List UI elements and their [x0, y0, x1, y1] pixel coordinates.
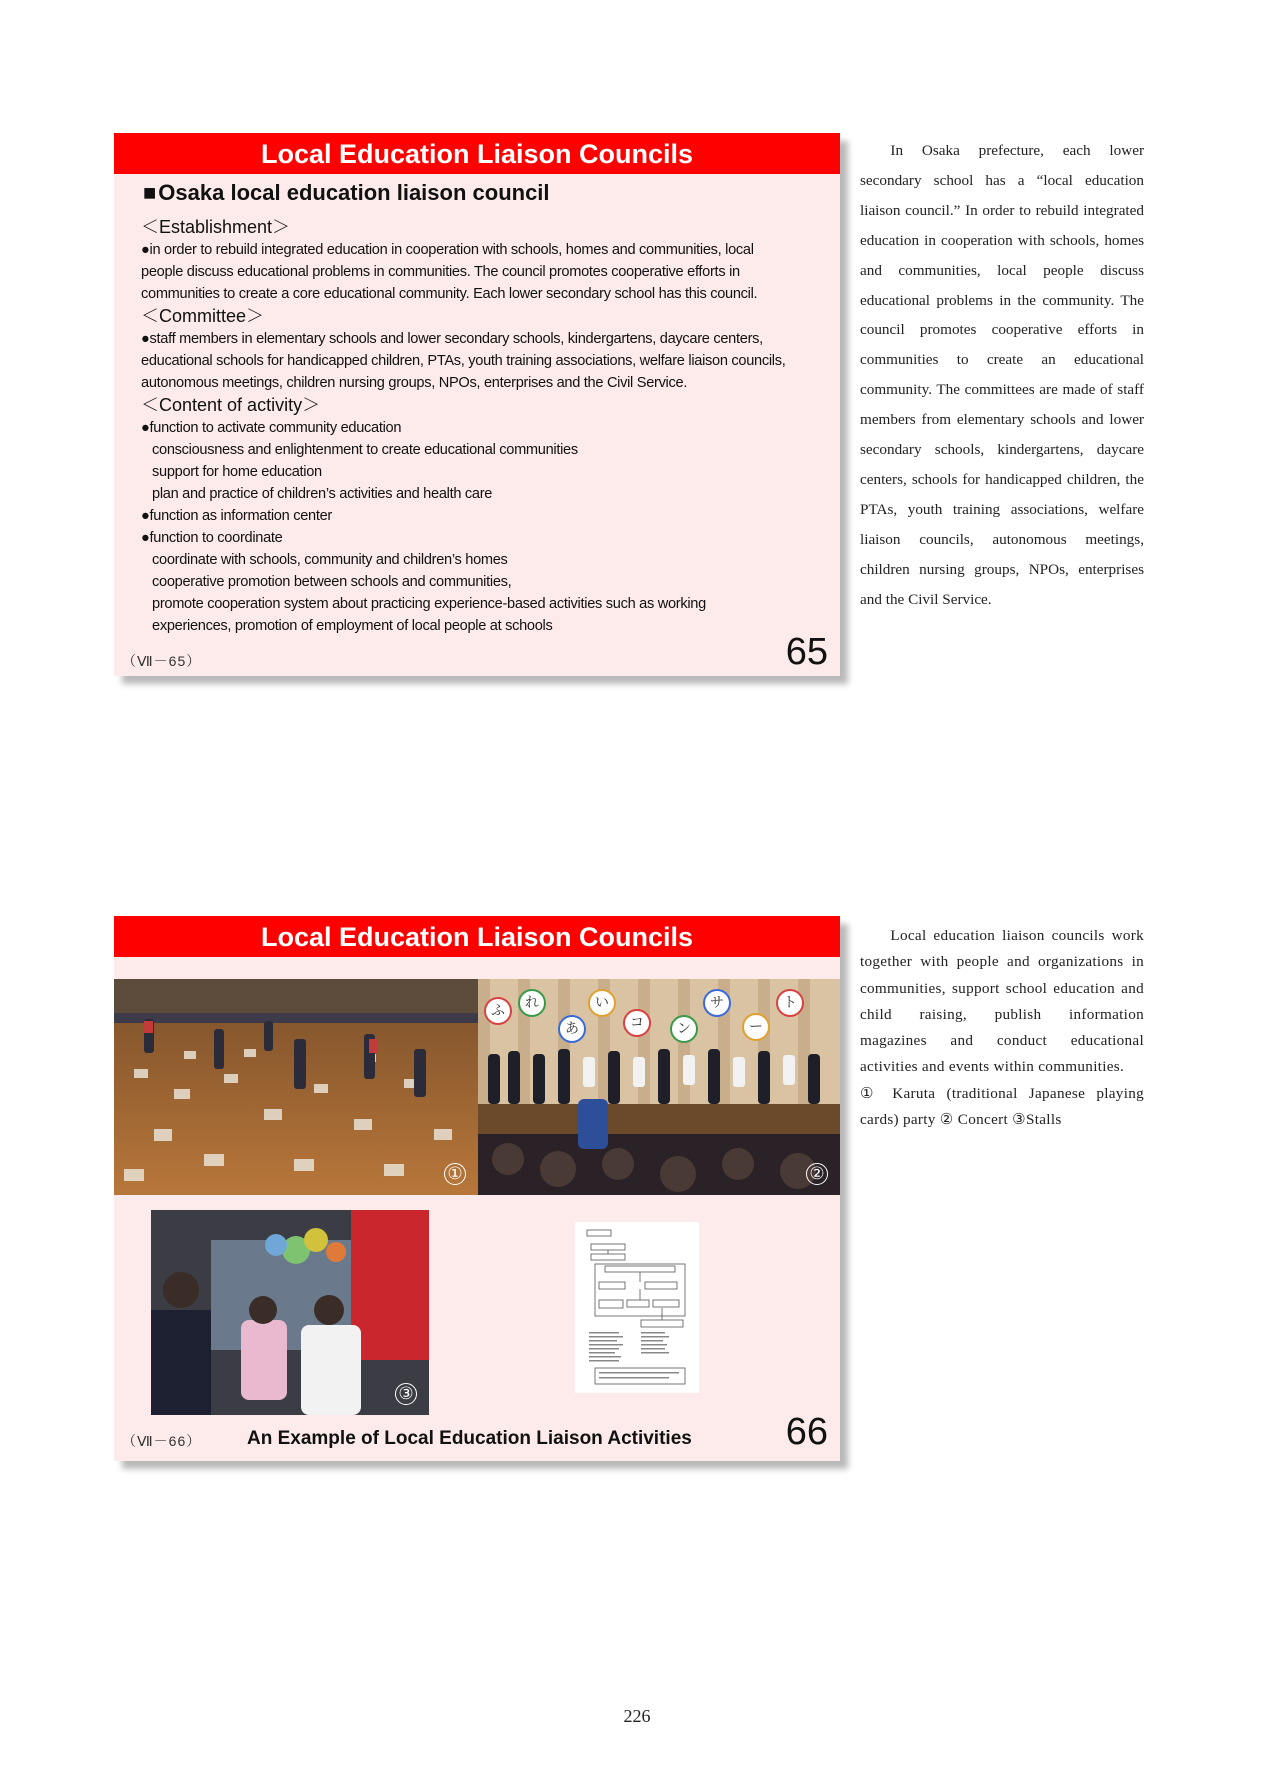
section-line: consciousness and enlightenment to create educational communities	[152, 442, 578, 458]
section-line: ●staff members in elementary schools and lower secondary schools, kindergartens, daycare centers,	[141, 331, 763, 347]
slide-number: 66	[785, 1411, 828, 1453]
photo-number-badge: ③	[395, 1383, 417, 1405]
slide-banner-title: Local Education Liaison Councils	[114, 916, 840, 957]
section-line: coordinate with schools, community and children’s homes	[152, 552, 508, 568]
square-bullet-icon: ■	[143, 180, 157, 205]
section-line: ●function to coordinate	[141, 530, 283, 546]
section-line: support for home education	[152, 464, 322, 480]
stalls-image	[151, 1210, 429, 1415]
banner-letter-circle: い	[588, 989, 616, 1017]
slide-66	[114, 916, 840, 1461]
banner-letter-circle: コ	[623, 1009, 651, 1037]
section-line: people discuss educational problems in communities. The council promotes cooperative efforts in	[141, 264, 740, 280]
banner-letter-circle: ト	[776, 989, 804, 1017]
section-line: ●in order to rebuild integrated education in cooperation with schools, homes and communities, local	[141, 242, 754, 258]
section-line: autonomous meetings, children nursing groups, NPOs, enterprises and the Civil Service.	[141, 375, 688, 391]
organization-chart-thumbnail	[575, 1222, 699, 1393]
section-title: ＜Committee＞	[141, 306, 265, 326]
slide-banner-title: Local Education Liaison Councils	[114, 133, 840, 174]
commentary-66-photo-captions: ① Karuta (traditional Japanese playing cards) party ② Concert ③Stalls	[860, 1084, 1144, 1129]
council-heading-text: Osaka local education liaison council	[158, 180, 550, 205]
section-line: cooperative promotion between schools and communities,	[152, 574, 512, 590]
section-title: ＜Content of activity＞	[141, 395, 321, 415]
photo-number-badge: ①	[444, 1163, 466, 1185]
slide-number: 65	[785, 631, 828, 673]
section-line: ●function as information center	[141, 508, 332, 524]
banner-letter-circle: ー	[742, 1013, 770, 1041]
slide-reference: （Ⅶ－65）	[122, 653, 202, 669]
slide-caption: An Example of Local Education Liaison Activities	[247, 1428, 692, 1449]
banner-letter-circle: あ	[558, 1015, 586, 1043]
karuta-party-photo	[114, 979, 478, 1195]
stalls-photo	[151, 1210, 429, 1415]
banner-letter-circle: ふ	[484, 997, 512, 1025]
commentary-65-text: In Osaka prefecture, each lower secondary school has a “local education liaison council.” In order to rebuild integrated education in cooperation with schools, homes and communities, local people discuss educational problems in the community. The council promotes cooperative efforts in communities to create an educational community. The committees are made of staff members from elementary schools and lower secondary schools, kindergartens, daycare centers, schools for handicapped children, the PTAs, youth training associations, welfare liaison councils, autonomous meetings, children nursing groups, NPOs, enterprises and the Civil Service.	[860, 142, 1144, 608]
section-title: ＜Establishment＞	[141, 217, 291, 237]
section-line: ●function to activate community education	[141, 420, 402, 436]
commentary-66	[860, 923, 1144, 1133]
banner-letter-circle: れ	[518, 989, 546, 1017]
slide-reference: （Ⅶ－66）	[122, 1433, 202, 1449]
banner-letter-circle: サ	[703, 989, 731, 1017]
section-line: educational schools for handicapped children, PTAs, youth training associations, welfare liaison councils,	[141, 353, 786, 369]
council-heading	[143, 180, 836, 206]
sections	[141, 216, 836, 637]
commentary-65	[860, 136, 1144, 615]
organization-chart-image	[575, 1222, 699, 1393]
section-line: plan and practice of children’s activities and health care	[152, 486, 493, 502]
section-line: experiences, promotion of employment of local people at schools	[152, 618, 553, 634]
photo-number-badge: ②	[806, 1163, 828, 1185]
slide-65	[114, 133, 840, 676]
banner-letter-circle: ン	[670, 1015, 698, 1043]
karuta-party-image	[114, 979, 478, 1195]
page-number: 226	[623, 1706, 651, 1726]
slide-body	[141, 180, 836, 637]
concert-photo	[478, 979, 840, 1195]
commentary-66-text: Local education liaison councils work together with people and organizations in communities, support school education and child raising, publish information magazines and conduct educational activities and events within communities.	[860, 927, 1144, 1076]
section-line: promote cooperation system about practicing experience-based activities such as working	[152, 596, 706, 612]
section-line: communities to create a core educational community. Each lower secondary school has this council.	[141, 286, 758, 302]
